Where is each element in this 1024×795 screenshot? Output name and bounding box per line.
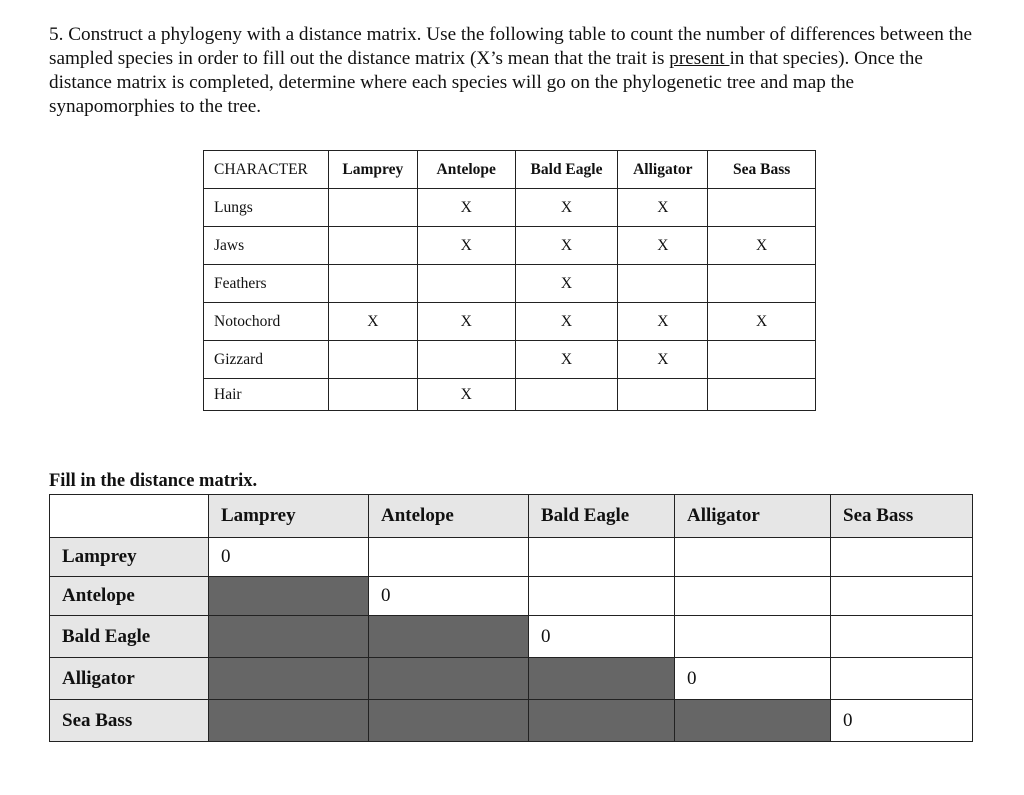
character-row-hair <box>204 379 816 411</box>
matrix-column-header: Sea Bass <box>831 495 973 538</box>
shaded-cell <box>529 700 675 742</box>
trait-cell: X <box>618 227 708 265</box>
character-row-feathers <box>204 265 816 303</box>
distance-cell[interactable] <box>675 538 831 577</box>
character-row-jaws <box>204 227 816 265</box>
distance-cell[interactable] <box>529 538 675 577</box>
matrix-corner-cell <box>50 495 209 538</box>
trait-cell <box>328 341 417 379</box>
character-header-cell: Alligator <box>618 151 708 189</box>
trait-cell <box>328 265 417 303</box>
character-table <box>203 150 816 411</box>
character-table-header <box>204 151 816 189</box>
trait-cell: X <box>515 341 618 379</box>
trait-cell: X <box>417 189 515 227</box>
matrix-column-header: Lamprey <box>209 495 369 538</box>
trait-cell <box>328 379 417 411</box>
matrix-row-header: Antelope <box>50 577 209 616</box>
matrix-column-header: Bald Eagle <box>529 495 675 538</box>
matrix-row-antelope <box>50 577 973 616</box>
question-underlined-word: present <box>669 48 730 69</box>
character-header-cell: CHARACTER <box>204 151 329 189</box>
trait-cell: X <box>515 303 618 341</box>
matrix-row-header: Bald Eagle <box>50 616 209 658</box>
shaded-cell <box>369 616 529 658</box>
trait-cell: X <box>708 303 816 341</box>
matrix-row-sea-bass <box>50 700 973 742</box>
trait-cell: X <box>417 379 515 411</box>
character-label: Lungs <box>204 189 329 227</box>
matrix-row-header: Alligator <box>50 658 209 700</box>
trait-cell: X <box>328 303 417 341</box>
matrix-row-alligator <box>50 658 973 700</box>
trait-cell: X <box>708 227 816 265</box>
trait-cell: X <box>618 189 708 227</box>
question-text-end: in that species). Once the distance matrix is completed, determine where each species will go on the phylogenetic tree and map the synapomorphies to the tree. <box>49 48 923 117</box>
shaded-cell <box>369 700 529 742</box>
distance-cell[interactable] <box>369 538 529 577</box>
distance-cell[interactable]: 0 <box>529 616 675 658</box>
trait-cell <box>618 265 708 303</box>
shaded-cell <box>369 658 529 700</box>
distance-cell[interactable]: 0 <box>369 577 529 616</box>
character-header-cell: Bald Eagle <box>515 151 618 189</box>
shaded-cell <box>209 658 369 700</box>
trait-cell <box>708 341 816 379</box>
trait-cell <box>618 379 708 411</box>
character-row-lungs <box>204 189 816 227</box>
distance-cell[interactable]: 0 <box>831 700 973 742</box>
trait-cell: X <box>417 303 515 341</box>
distance-cell[interactable]: 0 <box>209 538 369 577</box>
character-header-cell: Antelope <box>417 151 515 189</box>
trait-cell <box>328 227 417 265</box>
character-label: Jaws <box>204 227 329 265</box>
matrix-row-header: Sea Bass <box>50 700 209 742</box>
trait-cell: X <box>515 227 618 265</box>
shaded-cell <box>209 616 369 658</box>
question-text-start: 5. Construct a phylogeny with a distance matrix. Use the following table to count the number of differences between the sampled species in order to fill out the distance matrix (X’s mean that the trait is <box>49 24 973 69</box>
trait-cell <box>417 265 515 303</box>
trait-cell: X <box>618 341 708 379</box>
character-header-cell: Lamprey <box>328 151 417 189</box>
distance-matrix-header <box>50 495 973 538</box>
trait-cell: X <box>515 189 618 227</box>
trait-cell <box>708 189 816 227</box>
distance-cell[interactable] <box>831 616 973 658</box>
trait-cell: X <box>618 303 708 341</box>
trait-cell: X <box>515 265 618 303</box>
distance-cell[interactable] <box>529 577 675 616</box>
character-row-gizzard <box>204 341 816 379</box>
shaded-cell <box>675 700 831 742</box>
trait-cell <box>328 189 417 227</box>
shaded-cell <box>529 658 675 700</box>
trait-cell <box>515 379 618 411</box>
matrix-column-header: Alligator <box>675 495 831 538</box>
distance-matrix-title: Fill in the distance matrix. <box>49 471 258 491</box>
distance-cell[interactable] <box>675 577 831 616</box>
distance-matrix-table <box>49 494 973 742</box>
distance-cell[interactable] <box>675 616 831 658</box>
matrix-row-lamprey <box>50 538 973 577</box>
question-text <box>49 23 979 119</box>
matrix-column-header: Antelope <box>369 495 529 538</box>
distance-cell[interactable] <box>831 577 973 616</box>
character-row-notochord <box>204 303 816 341</box>
character-header-cell: Sea Bass <box>708 151 816 189</box>
trait-cell <box>708 379 816 411</box>
distance-cell[interactable] <box>831 538 973 577</box>
shaded-cell <box>209 700 369 742</box>
character-label: Feathers <box>204 265 329 303</box>
shaded-cell <box>209 577 369 616</box>
trait-cell <box>708 265 816 303</box>
distance-cell[interactable] <box>831 658 973 700</box>
matrix-row-bald-eagle <box>50 616 973 658</box>
character-label: Notochord <box>204 303 329 341</box>
distance-cell[interactable]: 0 <box>675 658 831 700</box>
character-label: Hair <box>204 379 329 411</box>
character-label: Gizzard <box>204 341 329 379</box>
matrix-row-header: Lamprey <box>50 538 209 577</box>
trait-cell <box>417 341 515 379</box>
trait-cell: X <box>417 227 515 265</box>
